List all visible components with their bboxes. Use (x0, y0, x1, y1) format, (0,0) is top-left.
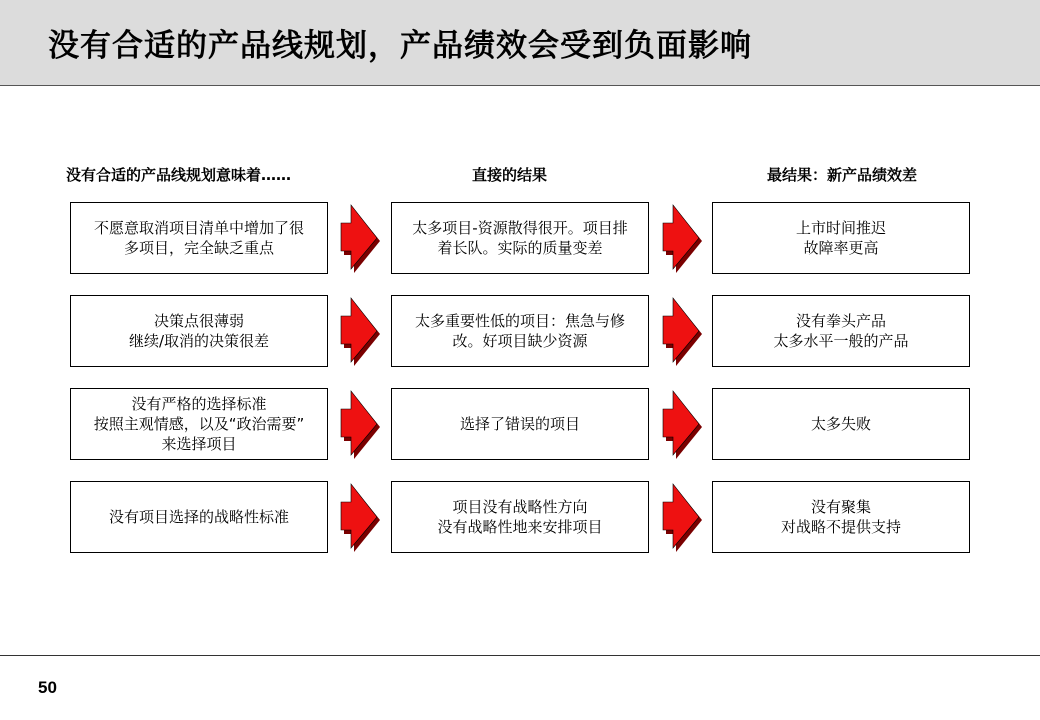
right-arrow-icon (340, 482, 382, 552)
right-arrow-icon (340, 203, 382, 273)
right-arrow-icon (340, 389, 382, 459)
outcome-box-4: 没有聚集 对战略不提供支持 (712, 481, 970, 553)
column-header-direct-results: 直接的结果 (472, 166, 548, 184)
result-box-2: 太多重要性低的项目：焦急与修 改。好项目缺少资源 (391, 295, 649, 367)
right-arrow-icon (340, 296, 382, 366)
result-box-4: 项目没有战略性方向 没有战略性地来安排项目 (391, 481, 649, 553)
cause-box-3: 没有严格的选择标准 按照主观情感，以及“政治需要” 来选择项目 (70, 388, 328, 460)
outcome-box-2: 没有拳头产品 太多水平一般的产品 (712, 295, 970, 367)
cause-box-2: 决策点很薄弱 继续/取消的决策很差 (70, 295, 328, 367)
column-header-final-results: 最结果：新产品绩效差 (767, 166, 918, 184)
column-header-causes: 没有合适的产品线规划意味着…… (66, 166, 292, 184)
title-bar (0, 0, 1040, 86)
right-arrow-icon (662, 482, 704, 552)
footer-divider (0, 655, 1040, 656)
right-arrow-icon (662, 203, 704, 273)
page-number: 50 (38, 678, 57, 697)
result-box-3: 选择了错误的项目 (391, 388, 649, 460)
right-arrow-icon (662, 389, 704, 459)
cause-box-4: 没有项目选择的战略性标准 (70, 481, 328, 553)
cause-box-1: 不愿意取消项目清单中增加了很 多项目，完全缺乏重点 (70, 202, 328, 274)
outcome-box-1: 上市时间推迟 故障率更高 (712, 202, 970, 274)
right-arrow-icon (662, 296, 704, 366)
outcome-box-3: 太多失败 (712, 388, 970, 460)
result-box-1: 太多项目-资源散得很开。项目排 着长队。实际的质量变差 (391, 202, 649, 274)
page-title: 没有合适的产品线规划，产品绩效会受到负面影响 (48, 28, 752, 64)
